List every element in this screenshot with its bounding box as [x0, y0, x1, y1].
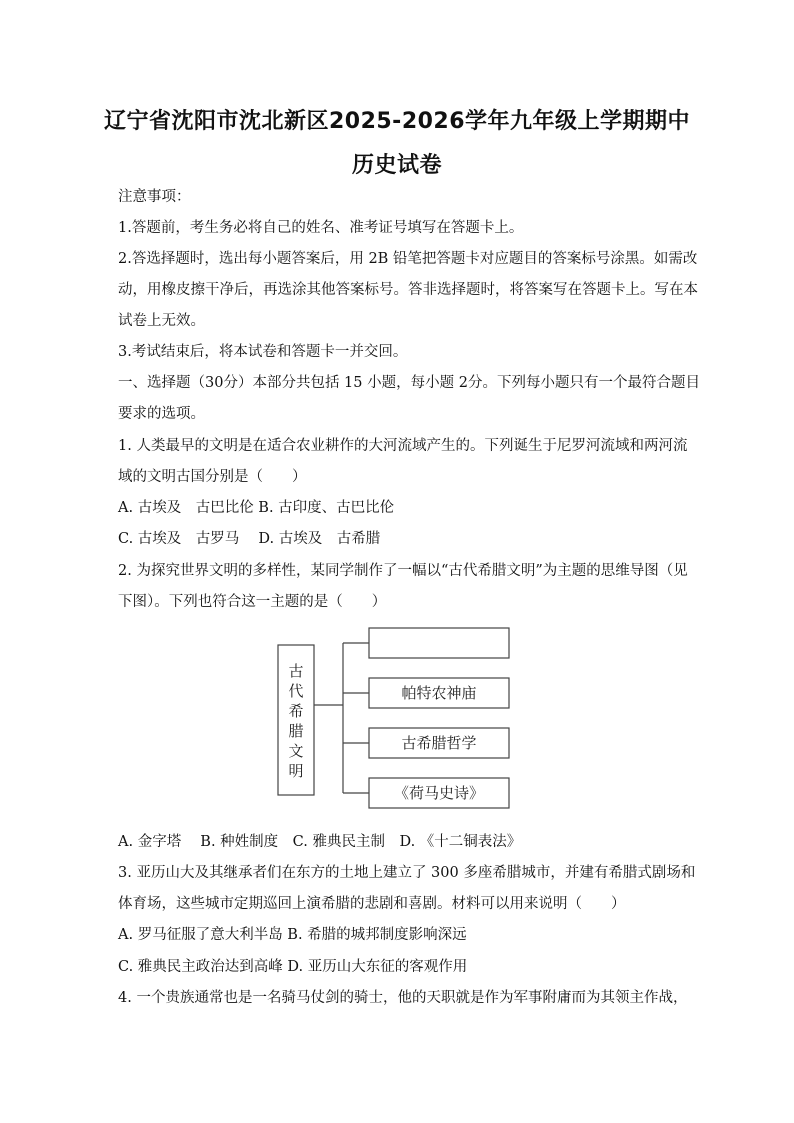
- mind-map-branch-label-3: 古希腊哲学: [401, 734, 477, 752]
- notice-item-2-line-3: 试卷上无效。: [118, 313, 205, 329]
- question-2-stem-line-1: 2. 为探究世界文明的多样性，某同学制作了一幅以“古代希腊文明”为主题的思维导图（见: [118, 563, 688, 579]
- question-1-options-row-2: C. 古埃及 古罗马 D. 古埃及 古希腊: [118, 531, 381, 547]
- mind-map-root-char: 文: [288, 742, 304, 760]
- question-3-stem-line-1: 3. 亚历山大及其继承者们在东方的土地上建立了 300 多座希腊城市，并建有希腊式剧场和: [118, 865, 696, 881]
- mind-map-branch-label-2: 帕特农神庙: [401, 684, 477, 702]
- mind-map-root-char: 古: [288, 662, 304, 680]
- question-1-options-row-1: A. 古埃及 古巴比伦 B. 古印度、古巴比伦: [118, 500, 395, 516]
- question-4-stem-line-1: 4. 一个贵族通常也是一名骑马仗剑的骑士，他的天职就是作为军事附庸而为其领主作战，: [118, 990, 688, 1006]
- mind-map-branch-label-4: 《荷马史诗》: [393, 784, 485, 802]
- exam-title: 辽宁省沈阳市沈北新区2025-2026学年九年级上学期期中: [103, 109, 691, 134]
- question-1-stem-line-2: 域的文明古国分别是（ ）: [118, 469, 307, 485]
- notice-item-2-line-2: 动，用橡皮擦干净后，再选涂其他答案标号。答非选择题时，将答案写在答题卡上。写在本: [118, 282, 698, 298]
- notice-item-1: 1.答题前，考生务必将自己的姓名、准考证号填写在答题卡上。: [118, 220, 524, 236]
- question-1-stem-line-1: 1. 人类最早的文明是在适合农业耕作的大河流域产生的。下列诞生于尼罗河流域和两河流: [118, 438, 688, 454]
- question-3-stem-line-2: 体育场，这些城市定期巡回上演希腊的悲剧和喜剧。材料可以用来说明（ ）: [118, 896, 626, 912]
- notice-heading: 注意事项：: [118, 189, 191, 205]
- notice-item-3: 3.考试结束后，将本试卷和答题卡一并交回。: [118, 344, 408, 360]
- notice-item-2-line-1: 2.答选择题时，选出每小题答案后，用 2B 铅笔把答题卡对应题目的答案标号涂黑。如需改: [118, 251, 698, 267]
- mind-map-root-char: 腊: [288, 722, 304, 740]
- exam-subject: 历史试卷: [351, 153, 442, 178]
- section-heading-line-2: 要求的选项。: [118, 406, 205, 422]
- mind-map-branch-box-1: [369, 628, 509, 658]
- section-heading-line-1: 一、选择题（30分）本部分共包括 15 小题，每小题 2分。下列每小题只有一个最符合题目: [118, 375, 700, 391]
- mind-map-root-char: 希: [288, 702, 304, 720]
- mind-map-root-char: 明: [288, 762, 304, 780]
- question-2-options: A. 金字塔 B. 种姓制度 C. 雅典民主制 D. 《十二铜表法》: [118, 834, 522, 850]
- mind-map-root-char: 代: [288, 682, 304, 700]
- question-2-stem-line-2: 下图）。下列也符合这一主题的是（ ）: [118, 594, 387, 610]
- question-3-options-row-2: C. 雅典民主政治达到高峰 D. 亚历山大东征的客观作用: [118, 959, 468, 975]
- question-3-options-row-1: A. 罗马征服了意大利半岛 B. 希腊的城邦制度影响深远: [118, 927, 467, 943]
